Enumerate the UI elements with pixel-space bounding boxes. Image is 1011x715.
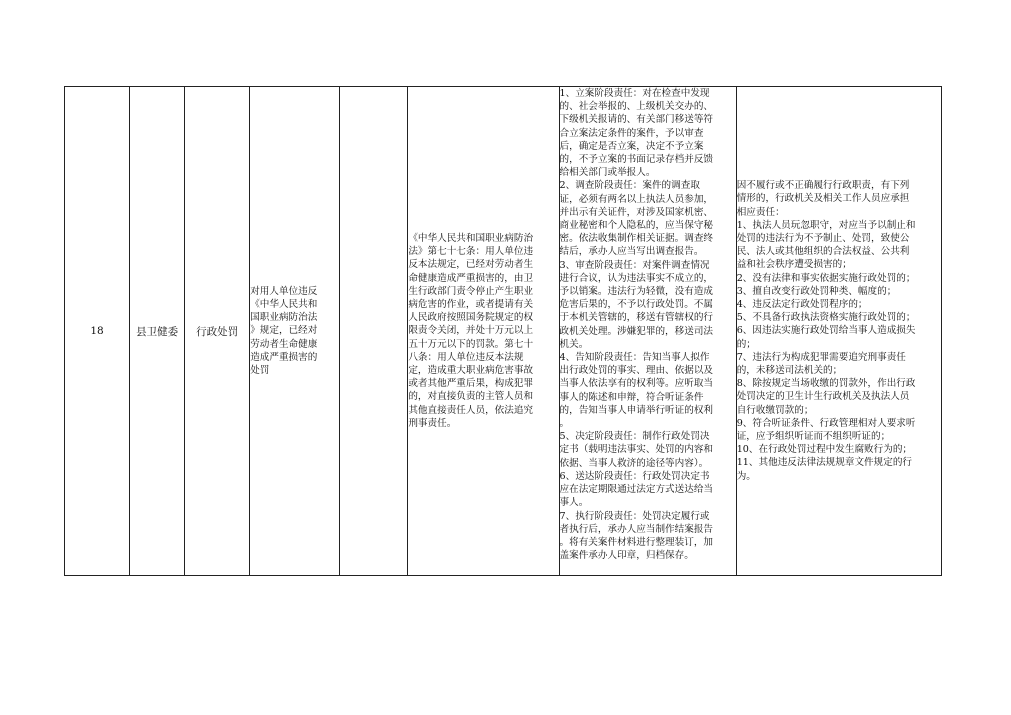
- sub-item-cell: [340, 87, 408, 576]
- legal-basis-cell: 《中华人民共和国职业病防治 法》第七十七条：用人单位违 反本法规定，已经对劳动者生 命健康造成严重损害的，由卫 生行政部门责令停止产生职业 病危害的作业，或者提请有关 人民政府按照国务院规定的权 限责令关闭，并处十万元以上 五十万元以下的罚款。第七十 八条：用人单位违反本法规 定，造成重大职业病危害事故 或者其他严重后果，构成犯罪 的，对直接负责的主管人员和 其他直接责任人员，依法追究 刑事责任。: [408, 87, 559, 576]
- accountability-cell: 因不履行或不正确履行行政职责，有下列 情形的，行政机关及相关工作人员应承担 相应责任： 1、执法人员玩忽职守，对应当予以制止和 处罚的违法行为不予制止、处罚，致使公 民、法人或其他组织的合法权益、公共利 益和社会秩序遭受损害的； 2、没有法律和事实依据实施行政处罚的； 3、擅自改变行政处罚种类、幅度的； 4、违反法定行政处罚程序的； 5、不具备行政执法资格实施行政处罚的； 6、因违法实施行政处罚给当事人造成损失 的； 7、违法行为构成犯罪需要追究刑事责任 的，未移送司法机关的； 8、除按规定当场收缴的罚款外，作出行政 处罚决定的卫生计生行政机关及执法人员 自行收缴罚款的； 9、符合听证条件、行政管理相对人要求听 证，应予组织听证而不组织听证的； 10、在行政处罚过程中发生腐败行为的； 11、其他违反法律法规规章文件规定的行 为。: [736, 87, 941, 576]
- row-number-cell: 18: [65, 87, 130, 576]
- table-row: [65, 87, 942, 576]
- responsibility-cell: 1、立案阶段责任：对在检查中发现 的、社会举报的、上级机关交办的、 下级机关报请的、有关部门移送等符 合立案法定条件的案件，予以审查 后，确定是否立案，决定不予立案 的，不予立案的书面记录存档并反馈 给相关部门或举报人。 2、调查阶段责任：案件的调查取 证，必须有两名以上执法人员参加， 并出示有关证件，对涉及国家机密、 商业秘密和个人隐私的，应当保守秘 密。依法收集制作相关证据。调查终 结后，承办人应当写出调查报告。 3、审查阶段责任：对案件调查情况 进行合议，认为违法事实不成立的， 予以销案。违法行为轻微，没有造成 危害后果的，不予以行政处罚。不属 于本机关管辖的，移送有管辖权的行 政机关处理。涉嫌犯罪的，移送司法 机关。 4、告知阶段责任：告知当事人拟作 出行政处罚的事实、理由、依据以及 当事人依法享有的权利等。应听取当 事人的陈述和申辩，符合听证条件 的，告知当事人申请举行听证的权利 。 5、决定阶段责任：制作行政处罚决 定书（载明违法事实、处罚的内容和 依据、当事人救济的途径等内容）。 6、送达阶段责任：行政处罚决定书 应在法定期限通过法定方式送达给当 事人。 7、执行阶段责任：处罚决定履行或 者执行后，承办人应当制作结案报告 。将有关案件材料进行整理装订，加 盖案件承办人印章，归档保存。: [559, 87, 736, 576]
- item-name-cell: 对用人单位违反 《中华人民共和 国职业病防治法 》规定，已经对 劳动者生命健康 造成严重损害的 处罚: [250, 87, 340, 576]
- power-list-table: [64, 86, 942, 576]
- category-cell: 行政处罚: [185, 87, 250, 576]
- department-cell: 县卫健委: [130, 87, 185, 576]
